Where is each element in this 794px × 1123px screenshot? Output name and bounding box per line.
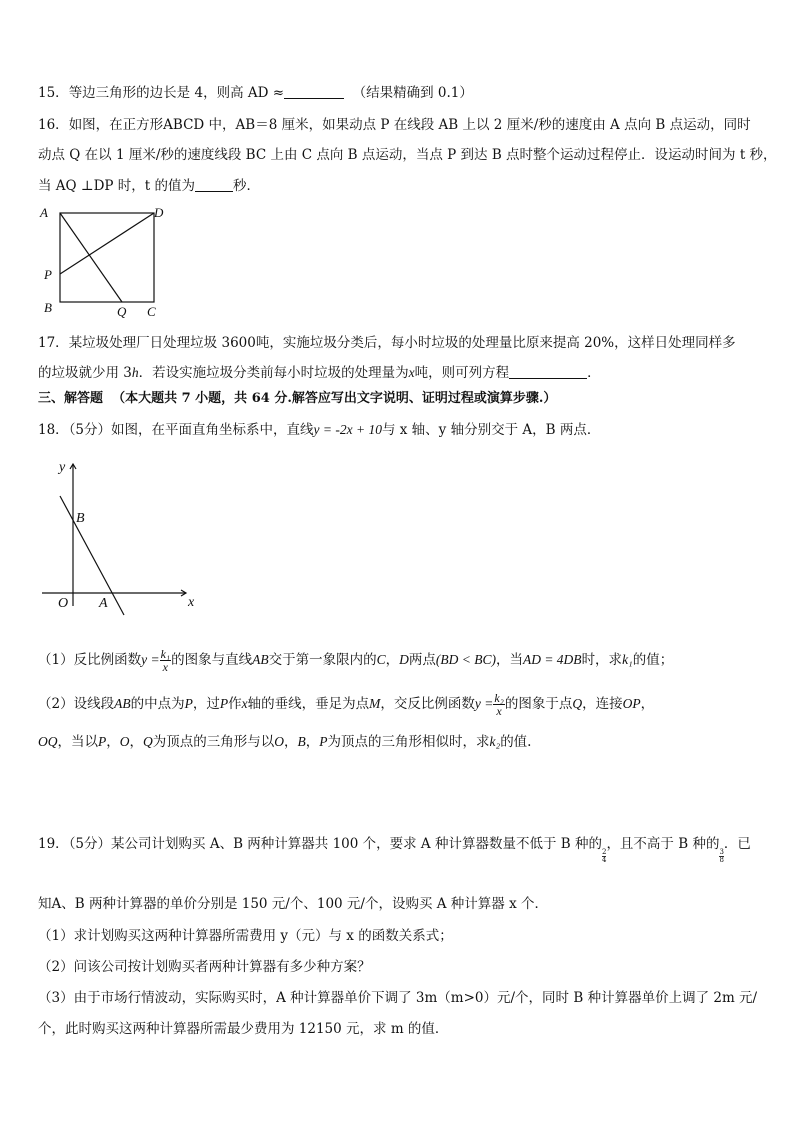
frac-num: k₁ [160, 647, 171, 661]
answer-blank[interactable] [284, 85, 344, 99]
math-y: y = [474, 696, 494, 711]
var-x: x [408, 365, 415, 380]
q18-p3-text: ， [305, 734, 320, 750]
q18-p1-text: 两点 [408, 652, 436, 668]
q17-text-2d: ． [587, 365, 601, 381]
q16-line2 [38, 146, 777, 164]
question-number: 17． [38, 335, 69, 351]
q16-text-2: 动点 Q 在以 1 厘米/秒的速度线段 BC 上由 C 点向 B 点运动，当点 P 到达 B 点时整个运动过程停止．设运动时间为 t 秒， [38, 147, 777, 163]
q18-part2 [38, 692, 654, 717]
q19-sub3 [38, 989, 757, 1007]
q19-sub2-text: （2）问该公司按计划购买者两种计算器有多少种方案？ [38, 959, 371, 975]
question-number: 16． [38, 117, 69, 133]
q18-mid: 与 x 轴、y 轴分别交于 A，B 两点． [381, 422, 601, 438]
frac-den: 4 [601, 856, 607, 864]
q19-line1 [38, 835, 751, 864]
math-k1: k₁ [622, 652, 633, 667]
q18-p2-text: 轴的垂线，垂足为点 [247, 696, 370, 712]
math-ab: AB [114, 696, 131, 711]
q19-sub3-text-a: （3）由于市场行情波动，实际购买时，A 种计算器单价下调了 3m（m>0）元/个，同时 B 种计算器单价上调了 2m 元/ [38, 990, 758, 1006]
var-h: h [131, 365, 139, 380]
q18-p3-text: 为顶点的三角形相似时，求 [327, 734, 490, 750]
q18-lead: （5分）如图，在平面直角坐标系中，直线 [68, 422, 314, 438]
label-b: B [76, 511, 85, 526]
frac-den: 8 [719, 856, 724, 864]
square-abcd [60, 213, 154, 302]
math-d: D [399, 652, 409, 667]
q19-sub3-text-b: 个，此时购买这两种计算器所需最少费用为 12150 元，求 m 的值． [38, 1021, 449, 1037]
q18-part2-cont [38, 733, 531, 751]
label-x: x [188, 595, 195, 610]
math-p: P [98, 734, 107, 749]
fraction-k1-over-x [160, 648, 172, 673]
question-number: 19． [38, 836, 69, 852]
math-k2: k₂ [489, 734, 501, 749]
math-o: O [119, 734, 130, 749]
question-number: 15． [38, 85, 69, 101]
q17-text-1: 某垃圾处理厂日处理垃圾 3600吨，实施垃圾分类后，每小时垃圾的处理量比原来提高 20%，这样日处理同样多 [68, 335, 736, 351]
q18-p3-text: 为顶点的三角形与以 [152, 734, 275, 750]
line-ab [60, 496, 124, 615]
q18-p1-text: ， [385, 652, 400, 668]
math-ab: AB [252, 652, 269, 667]
label-b: B [44, 300, 52, 315]
fraction-k2-over-x [493, 692, 505, 717]
q18-p3-text: ， [106, 734, 120, 750]
square-figure [36, 203, 176, 318]
frac-num: 2 [601, 848, 607, 856]
section-title: 三、解答题 [38, 391, 104, 406]
q18-p2-text: ，交反比例函数 [380, 696, 475, 712]
frac-den: x [496, 704, 502, 718]
math-op: OP [622, 696, 641, 711]
q18-p2-text: ， [640, 696, 655, 712]
q19-sub1 [38, 927, 453, 945]
q18-line1 [38, 421, 600, 439]
q15-note: （结果精确到 0.1） [352, 85, 473, 101]
q18-p2-text: ，连接 [582, 696, 623, 712]
q18-p1-text: ，当 [495, 652, 523, 668]
math-ad-eq: AD = 4DB [522, 652, 582, 667]
q19-sub3-cont [38, 1020, 448, 1038]
q18-p2-text: ，过 [192, 696, 220, 712]
q19-text-1a: （5分）某公司计划购买 A、B 两种计算器共 100 个，要求 A 种计算器数量不低于 B 种的 [68, 836, 602, 852]
answer-blank[interactable] [195, 178, 233, 192]
q15-line [38, 84, 473, 102]
math-oq: OQ [38, 734, 58, 749]
q18-p1-text: 时，求 [581, 652, 623, 668]
q18-p3-text: ， [129, 734, 143, 750]
label-y: y [59, 460, 66, 475]
q18-p2-text: （2）设线段 [38, 696, 115, 712]
label-p: P [44, 267, 52, 282]
frac-num: k₂ [494, 691, 504, 705]
q18-p1-text: 的值； [632, 652, 674, 668]
math-y: y = [141, 652, 160, 667]
coordinate-figure [36, 456, 216, 616]
q18-p2-text: 的中点为 [130, 696, 185, 712]
label-d: D [154, 205, 164, 220]
q18-p3-text: ， [284, 734, 298, 750]
q19-text-1c: ．已 [723, 836, 751, 852]
question-number: 18． [38, 422, 69, 438]
q16-line3 [38, 177, 260, 195]
label-a: A [99, 596, 108, 611]
math-b: B [297, 734, 306, 749]
math-c: C [376, 652, 386, 667]
q19-sub2 [38, 958, 371, 976]
frac-num: 3 [719, 848, 724, 856]
math-condition: (BD < BC) [435, 652, 496, 667]
q15-text: 等边三角形的边长是 4，则高 AD ≈ [68, 85, 285, 101]
math-p: P [184, 696, 193, 711]
q19-text-2: 知A、B 两种计算器的单价分别是 150 元/个、100 元/个，设购买 A 种计算器 x 个． [38, 896, 548, 912]
math-q: Q [572, 696, 583, 711]
q16-line1 [38, 116, 751, 134]
q17-text-2b: ．若设实施垃圾分类前每小时垃圾的处理量为 [138, 365, 409, 381]
q16-text-3a: 当 AQ ⊥DP 时，t 的值为 [38, 178, 196, 194]
q18-p3-text: 的值. [500, 734, 532, 750]
segment-aq [60, 213, 122, 302]
answer-blank[interactable] [509, 365, 587, 379]
q18-part1 [38, 648, 673, 673]
section-note: （本大题共 7 小题，共 64 分.解答应写出文字说明、证明过程或演算步骤.） [112, 391, 557, 406]
q18-equation: y = -2x + 10 [313, 422, 382, 437]
math-q: Q [143, 734, 153, 749]
q19-sub1-text: （1）求计划购买这两种计算器所需费用 y（元）与 x 的函数关系式； [38, 928, 453, 944]
math-o: O [274, 734, 284, 749]
label-a: A [40, 205, 48, 220]
q18-p1-text: 交于第一象限内的 [268, 652, 377, 668]
q17-text-2c: 吨，则可列方程 [414, 365, 510, 381]
q19-line2 [38, 895, 548, 913]
q19-text-1b: ，且不高于 B 种的 [606, 836, 720, 852]
segment-pd [60, 213, 154, 274]
math-p: P [219, 696, 229, 711]
q18-p2-text: 作 [228, 696, 242, 712]
q18-p3-text: ，当以 [57, 734, 98, 750]
math-x: x [241, 696, 248, 711]
q17-line1 [38, 334, 736, 352]
label-q: Q [117, 304, 127, 318]
math-m: M [369, 696, 381, 711]
q18-p1-text: 的图象与直线 [171, 652, 253, 668]
frac-den: x [162, 660, 168, 674]
section-heading [38, 390, 556, 408]
q17-line2 [38, 364, 601, 382]
q16-text-1: 如图，在正方形ABCD 中，AB＝8 厘米，如果动点 P 在线段 AB 上以 2 厘米/秒的速度由 A 点向 B 点运动，同时 [68, 117, 751, 133]
q17-text-2a: 的垃圾就少用 3 [38, 365, 132, 381]
q16-text-3b: 秒． [233, 178, 261, 194]
q18-p1-text: （1）反比例函数 [38, 652, 142, 668]
math-p: P [319, 734, 328, 749]
label-o: O [58, 596, 69, 611]
q18-p2-text: 的图象于点 [504, 696, 573, 712]
label-c: C [147, 304, 156, 318]
